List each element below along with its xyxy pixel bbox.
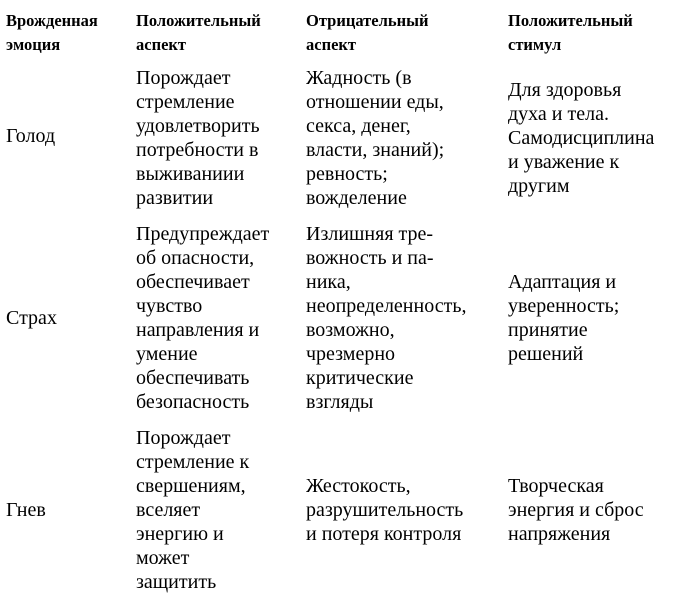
header-positive-stimulus xyxy=(508,9,633,57)
cell-line: Жадность (в xyxy=(306,67,412,89)
cell-line: принятие xyxy=(508,319,588,341)
cell-line: Жестокость, xyxy=(306,475,411,497)
header-line: эмоция xyxy=(6,35,61,54)
row-anger-stimulus xyxy=(508,474,644,546)
cell-line: вожность и па- xyxy=(306,247,434,269)
cell-line: Излишняя тре- xyxy=(306,223,434,245)
cell-line: вожделение xyxy=(306,187,407,209)
cell-line: выживаниии xyxy=(136,163,245,185)
header-line: стимул xyxy=(508,35,562,54)
header-emotion xyxy=(6,9,98,57)
header-line: Положительный xyxy=(508,11,633,30)
cell-line: напряжения xyxy=(508,523,611,545)
cell-line: другим xyxy=(508,175,570,197)
cell-line: обеспечивает xyxy=(136,271,250,293)
cell-line: Для здоровья xyxy=(508,79,622,101)
row-fear-positive xyxy=(136,222,269,414)
header-line: Отрицательный xyxy=(306,11,429,30)
cell-line: развитии xyxy=(136,187,214,209)
cell-line: возможно, xyxy=(306,319,395,341)
header-line: Положительный xyxy=(136,11,261,30)
cell-line: безопасность xyxy=(136,391,250,413)
row-anger-negative xyxy=(306,474,463,546)
cell-line: энергию и xyxy=(136,523,224,545)
cell-line: об опасности, xyxy=(136,247,255,269)
header-line: Врожденная xyxy=(6,11,98,30)
row-hunger-stimulus xyxy=(508,78,654,198)
cell-line: обеспечивать xyxy=(136,367,250,389)
cell-line: отношении еды, xyxy=(306,91,444,113)
cell-line: может xyxy=(136,547,190,569)
cell-line: стремление к xyxy=(136,451,250,473)
row-anger-positive xyxy=(136,426,249,594)
cell-line: Порождает xyxy=(136,427,231,449)
cell-line: вселяет xyxy=(136,499,201,521)
emotion-name: Страх xyxy=(6,307,57,329)
cell-line: разрушительность xyxy=(306,499,464,521)
cell-line: решений xyxy=(508,343,584,365)
cell-line: стремление xyxy=(136,91,235,113)
cell-line: секса, денег, xyxy=(306,115,411,137)
header-positive-aspect xyxy=(136,9,261,57)
header-negative-aspect xyxy=(306,9,428,57)
row-fear-negative xyxy=(306,222,466,414)
cell-line: и уважение к xyxy=(508,151,620,173)
row-hunger-positive xyxy=(136,66,260,210)
cell-line: Творческая xyxy=(508,475,604,497)
cell-line: Адаптация и xyxy=(508,271,617,293)
cell-line: ника, xyxy=(306,271,351,293)
row-fear-emotion xyxy=(6,306,57,330)
cell-line: чрезмерно xyxy=(306,343,396,365)
header-line: аспект xyxy=(306,35,357,54)
row-hunger-negative xyxy=(306,66,444,210)
cell-line: взгляды xyxy=(306,391,374,413)
cell-line: умение xyxy=(136,343,198,365)
row-hunger-emotion xyxy=(6,124,55,148)
cell-line: власти, знаний); xyxy=(306,139,445,161)
cell-line: энергия и сброс xyxy=(508,499,644,521)
cell-line: защитить xyxy=(136,571,217,593)
cell-line: уверенность; xyxy=(508,295,620,317)
cell-line: неопределенность, xyxy=(306,295,467,317)
header-line: аспект xyxy=(136,35,187,54)
emotions-table xyxy=(6,0,692,600)
cell-line: ревность; xyxy=(306,163,388,185)
cell-line: Порождает xyxy=(136,67,231,89)
cell-line: и потеря контроля xyxy=(306,523,462,545)
cell-line: свершениям, xyxy=(136,475,246,497)
cell-line: чувство xyxy=(136,295,203,317)
cell-line: критические xyxy=(306,367,414,389)
emotion-name: Гнев xyxy=(6,499,46,521)
row-anger-emotion xyxy=(6,498,46,522)
cell-line: Самодисциплина xyxy=(508,127,655,149)
cell-line: духа и тела. xyxy=(508,103,609,125)
cell-line: направления и xyxy=(136,319,260,341)
cell-line: удовлетворить xyxy=(136,115,260,137)
emotion-name: Голод xyxy=(6,125,56,147)
row-fear-stimulus xyxy=(508,270,619,366)
cell-line: Предупреждает xyxy=(136,223,270,245)
cell-line: потребности в xyxy=(136,139,259,161)
